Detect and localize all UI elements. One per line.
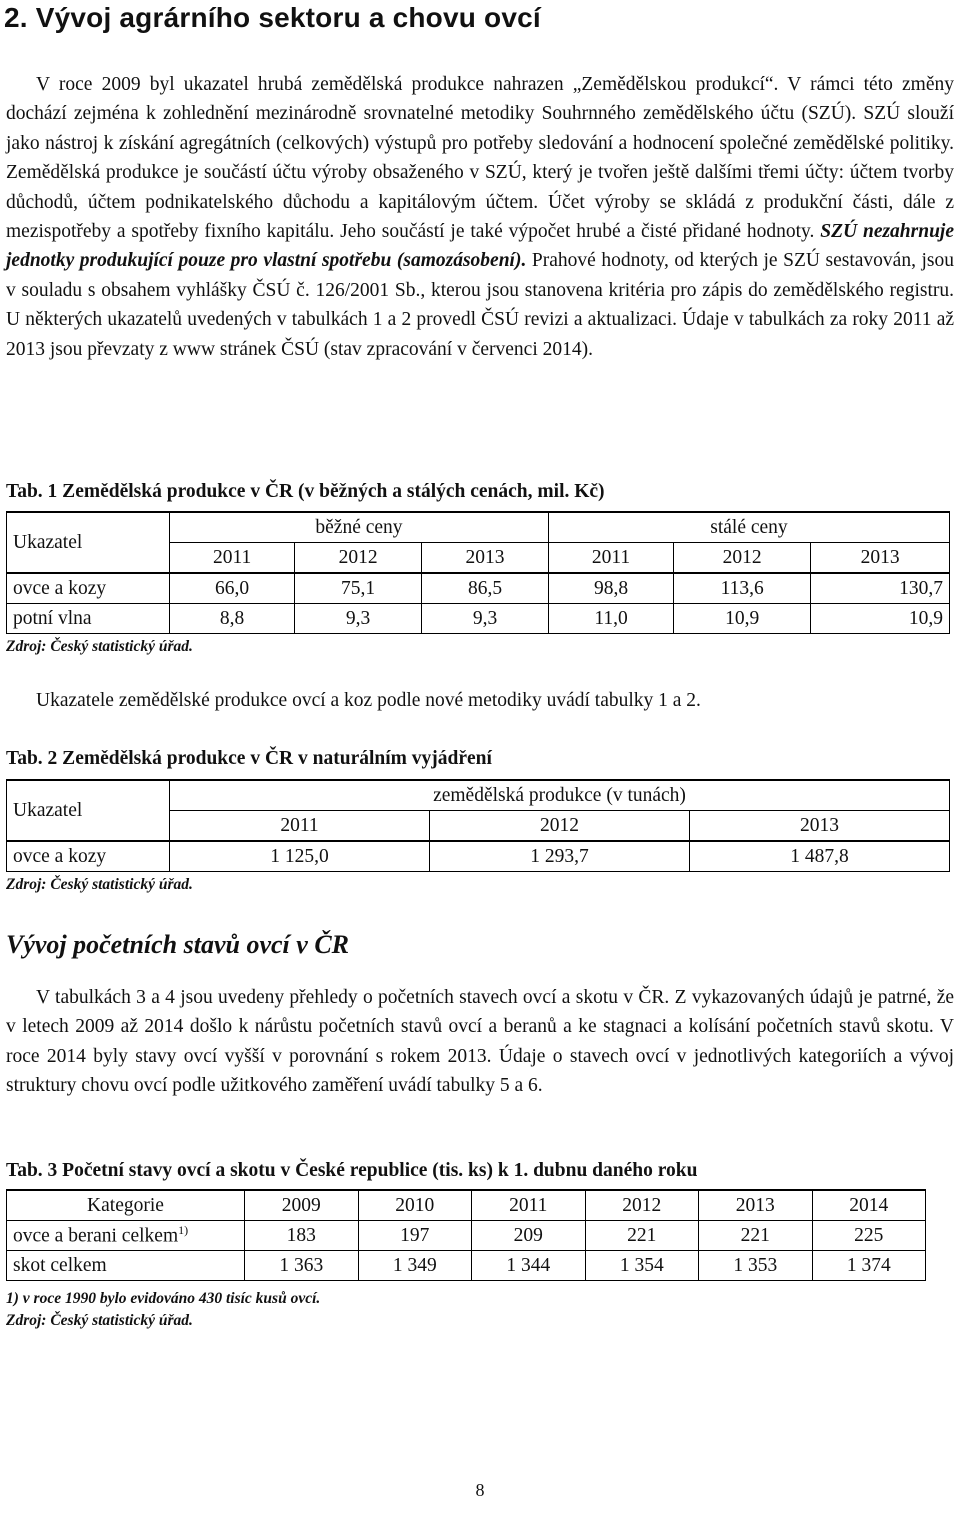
table3-cell: 225 xyxy=(812,1221,926,1251)
table3-cell: 1 354 xyxy=(585,1251,699,1281)
table2-cell: 1 487,8 xyxy=(689,841,949,872)
table3-cell: 1 349 xyxy=(358,1251,472,1281)
table1-group-current: běžné ceny xyxy=(170,512,549,543)
table2-group: zemědělská produkce (v tunách) xyxy=(170,780,950,811)
subsection-heading: Vývoj početních stavů ovcí v ČR xyxy=(6,930,350,959)
table1-cell: 113,6 xyxy=(674,573,811,604)
table2 xyxy=(6,779,950,872)
table1-cell: 75,1 xyxy=(295,573,422,604)
table1-year: 2013 xyxy=(811,543,950,574)
table1-year: 2012 xyxy=(674,543,811,574)
table3-cell: 209 xyxy=(472,1221,586,1251)
table3-row-label: skot celkem xyxy=(7,1251,245,1281)
table3-cell: 1 344 xyxy=(472,1251,586,1281)
table1 xyxy=(6,511,950,634)
table2-source: Zdroj: Český statistický úřad. xyxy=(6,876,193,893)
table3-cell: 221 xyxy=(699,1221,813,1251)
livestock-text: V tabulkách 3 a 4 jsou uvedeny přehledy o početních stavech ovcí a skotu v ČR. Z vykazovaných údajů je patrné, že v letech 2009 až 2014 došlo k nárůstu početních stavů ovcí a beranů a ke stagnaci a kolísání početních stavů skotu. V roce 2014 byly stavy ovcí vyšší v porovnání s rokem 2013. Údaje o stavech ovcí v jednotlivých kategoriích a vývoj struktury chovu ovcí podle užitkového zaměření uvádí tabulky 5 a 6. xyxy=(6,987,954,1097)
table3-header-category: Kategorie xyxy=(7,1190,245,1221)
table1-cell: 9,3 xyxy=(422,604,549,634)
table3-cell: 1 363 xyxy=(245,1251,359,1281)
intro-emphasis: SZÚ nezahrnuje jednotky produkující pouze pro vlastní spotřebu (samozásobení). xyxy=(6,221,955,272)
table2-cell: 1 125,0 xyxy=(170,841,430,872)
table3-year: 2010 xyxy=(358,1190,472,1221)
table1-row-label: potní vlna xyxy=(7,604,170,634)
intro-rest: Prahové hodnoty, od kterých je SZÚ sestavován, jsou v souladu s obsahem vyhlášky ČSÚ č. 126/2001 Sb., kterou jsou stanovena kritéria pro zápis do zemědělského registru. U některých ukazatelů uvedených v tabulkách 1 a 2 provedl ČSÚ revizi a aktualizaci. Údaje v tabulkách za roky 2011 až 2013 jsou převzaty z www stránek ČSÚ (stav zpracování v červenci 2014). xyxy=(6,250,955,360)
table1-year: 2012 xyxy=(295,543,422,574)
table1-cell: 86,5 xyxy=(422,573,549,604)
table1-cell: 98,8 xyxy=(548,573,673,604)
table1-source: Zdroj: Český statistický úřad. xyxy=(6,638,193,655)
section-heading: 2. Vývoj agrárního sektoru a chovu ovcí xyxy=(4,2,541,33)
table1-cell: 8,8 xyxy=(170,604,295,634)
table1-year: 2013 xyxy=(422,543,549,574)
table3-year: 2009 xyxy=(245,1190,359,1221)
table-row xyxy=(7,1221,926,1251)
table1-header-indicator: Ukazatel xyxy=(7,512,170,573)
table1-cell: 66,0 xyxy=(170,573,295,604)
table2-cell: 1 293,7 xyxy=(429,841,689,872)
table3 xyxy=(6,1189,926,1281)
table3-footnote: 1) v roce 1990 bylo evidováno 430 tisíc kusů ovcí. xyxy=(6,1290,321,1307)
livestock-paragraph xyxy=(6,983,954,1101)
table1-cell: 11,0 xyxy=(548,604,673,634)
table1-year: 2011 xyxy=(548,543,673,574)
intro-paragraph xyxy=(6,70,954,364)
table3-cell: 1 353 xyxy=(699,1251,813,1281)
table3-cell: 197 xyxy=(358,1221,472,1251)
table3-cell: 221 xyxy=(585,1221,699,1251)
footnote-marker: 1) xyxy=(178,1223,189,1238)
table-row xyxy=(7,1251,926,1281)
table3-year: 2014 xyxy=(812,1190,926,1221)
methodology-text: Ukazatele zemědělské produkce ovcí a koz podle nové metodiky uvádí tabulky 1 a 2. xyxy=(36,690,701,711)
table2-row-label: ovce a kozy xyxy=(7,841,170,872)
table3-year: 2013 xyxy=(699,1190,813,1221)
table1-cell: 9,3 xyxy=(295,604,422,634)
table3-caption: Tab. 3 Početní stavy ovcí a skotu v České republice (tis. ks) k 1. dubnu daného roku xyxy=(6,1160,698,1181)
table3-year: 2012 xyxy=(585,1190,699,1221)
methodology-paragraph xyxy=(6,686,954,715)
table2-header-indicator: Ukazatel xyxy=(7,780,170,841)
table1-cell: 10,9 xyxy=(811,604,950,634)
table2-year: 2011 xyxy=(170,811,430,842)
table3-source: Zdroj: Český statistický úřad. xyxy=(6,1312,193,1329)
table1-row-label: ovce a kozy xyxy=(7,573,170,604)
page-number: 8 xyxy=(475,1480,485,1500)
table1-cell: 10,9 xyxy=(674,604,811,634)
table-row xyxy=(7,604,950,634)
table1-caption: Tab. 1 Zemědělská produkce v ČR (v běžných a stálých cenách, mil. Kč) xyxy=(6,481,605,502)
table3-year: 2011 xyxy=(472,1190,586,1221)
table1-year: 2011 xyxy=(170,543,295,574)
table3-row-label-text: ovce a berani celkem xyxy=(13,1225,179,1247)
table2-year: 2013 xyxy=(689,811,949,842)
table1-cell: 130,7 xyxy=(811,573,950,604)
table3-row-label xyxy=(7,1221,245,1251)
table2-caption: Tab. 2 Zemědělská produkce v ČR v naturálním vyjádření xyxy=(6,748,492,769)
table1-group-constant: stálé ceny xyxy=(548,512,949,543)
table-row xyxy=(7,841,950,872)
table3-cell: 183 xyxy=(245,1221,359,1251)
intro-text: V roce 2009 byl ukazatel hrubá zemědělská produkce nahrazen „Zemědělskou produkcí“. V rámci této změny dochází zejména k zohlednění mezinárodně srovnatelné metodiky Souhrnného zemědělského účtu (SZÚ). SZÚ slouží jako nástroj k získání agregátních (celkových) výstupů pro potřeby sledování a hodnocení společné zemědělské politiky. Zemědělská produkce je součástí účtu výroby obsaženého v SZÚ, který je tvořen ještě dalšími třemi účty: účtem tvorby důchodů, účtem podnikatelského důchodu a kapitálovým účtem. Účet výroby se skládá z produkční části, dále z mezispotřeby a spotřeby fixního kapitálu. Jeho součástí je také výpočet hrubé a čisté přidané hodnoty. xyxy=(6,74,954,243)
table3-cell: 1 374 xyxy=(812,1251,926,1281)
table-row xyxy=(7,573,950,604)
table2-year: 2012 xyxy=(429,811,689,842)
